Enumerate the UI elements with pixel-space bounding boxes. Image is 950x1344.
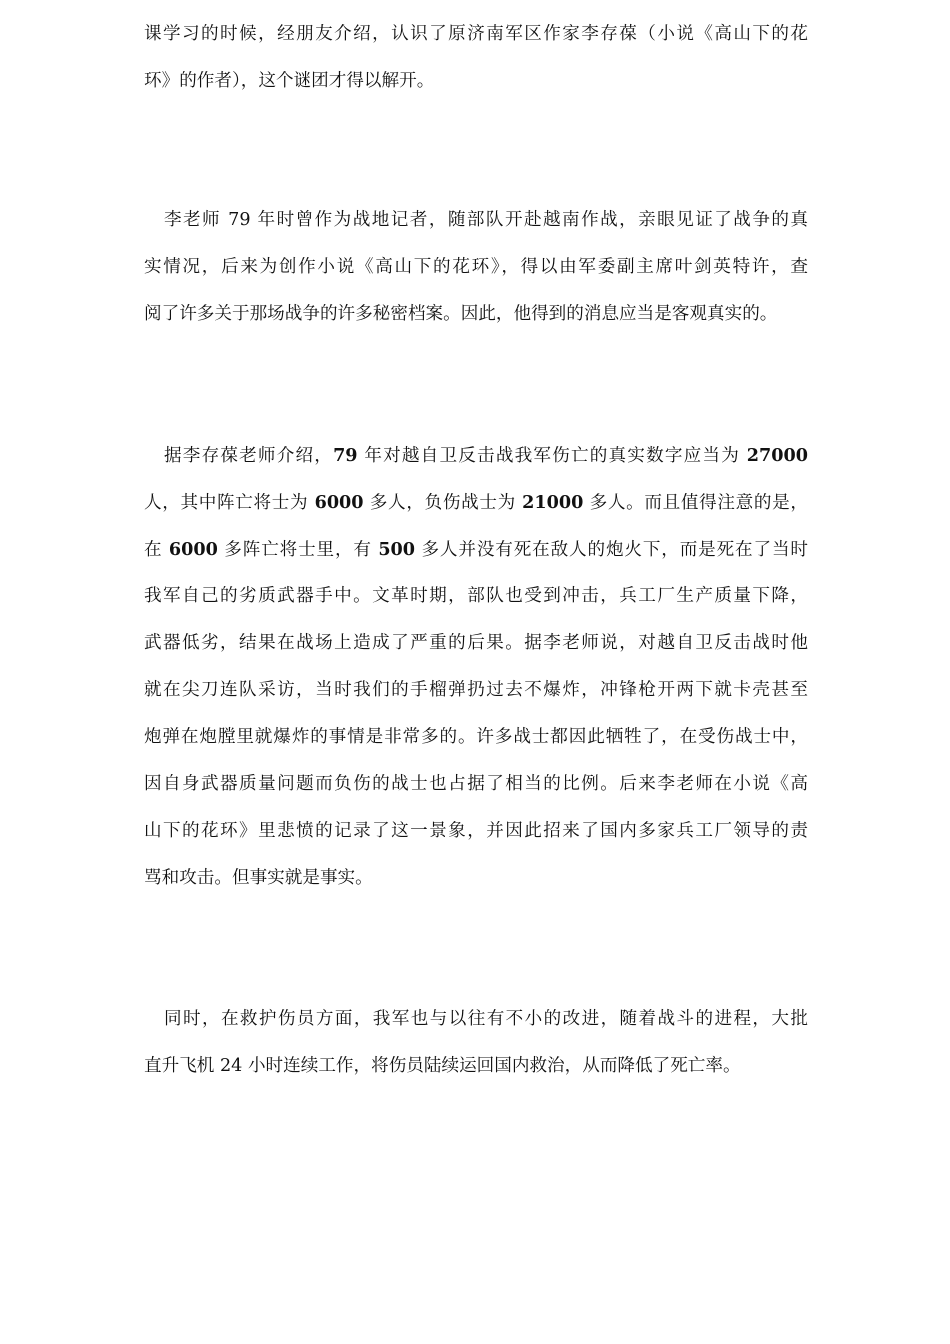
text-line — [144, 667, 808, 714]
text-run: 骂和攻击。但事实就是事实。 — [144, 868, 373, 888]
text-line — [144, 479, 808, 526]
paragraph-3 — [144, 432, 808, 902]
text-run: 多人，负伤战士为 — [363, 493, 523, 513]
text-run: 武器低劣，结果在战场上造成了严重的后果。据李老师说，对越自卫反击战时他 — [144, 633, 808, 653]
text-line — [144, 197, 808, 244]
text-line — [144, 432, 808, 479]
text-run: 同时，在救护伤员方面，我军也与以往有不小的改进，随着战斗的进程，大批 — [164, 1009, 808, 1029]
text-run: 实情况，后来为创作小说《高山下的花环》，得以由军委副主席叶剑英特许，查 — [144, 257, 808, 277]
text-run: 在 — [144, 540, 169, 560]
text-run: 据李存葆老师介绍， — [164, 446, 334, 466]
bold-number: 27000 — [746, 445, 808, 466]
paragraph-1 — [144, 11, 808, 105]
text-line — [144, 244, 808, 291]
text-run: 因自身武器质量问题而负伤的战士也占据了相当的比例。后来李老师在小说《高 — [144, 774, 808, 794]
text-run: 李老师 79 年时曾作为战地记者，随部队开赴越南作战，亲眼见证了战争的真 — [164, 210, 808, 230]
bold-number: 6000 — [168, 539, 218, 560]
text-run: 年对越自卫反击战我军伤亡的真实数字应当为 — [357, 446, 747, 466]
bold-number: 6000 — [314, 492, 364, 513]
text-line — [144, 620, 808, 667]
text-run: 阅了许多关于那场战争的许多秘密档案。因此，他得到的消息应当是客观真实的。 — [144, 304, 778, 324]
text-run: 多阵亡将士里，有 — [217, 540, 379, 560]
text-line — [144, 1043, 808, 1090]
text-run: 环》的作者），这个谜团才得以解开。 — [144, 71, 435, 91]
text-line — [144, 996, 808, 1043]
text-run: 我军自己的劣质武器手中。文革时期，部队也受到冲击，兵工厂生产质量下降， — [144, 586, 808, 606]
paragraph-2 — [144, 197, 808, 338]
text-line — [144, 573, 808, 620]
text-line — [144, 291, 808, 338]
text-run: 人，其中阵亡将士为 — [144, 493, 315, 513]
text-run: 多人并没有死在敌人的炮火下，而是死在了当时 — [415, 540, 808, 560]
paragraph-4 — [144, 996, 808, 1090]
text-line — [144, 526, 808, 573]
text-run: 就在尖刀连队采访，当时我们的手榴弹扔过去不爆炸，冲锋枪开两下就卡壳甚至 — [144, 680, 808, 700]
text-line — [144, 855, 808, 902]
bold-number: 500 — [378, 539, 416, 560]
text-run: 多人。而且值得注意的是， — [583, 493, 808, 513]
bold-number: 21000 — [522, 492, 584, 513]
text-line — [144, 714, 808, 761]
text-run: 炮弹在炮膛里就爆炸的事情是非常多的。许多战士都因此牺牲了，在受伤战士中， — [144, 727, 808, 747]
text-run: 课学习的时候，经朋友介绍，认识了原济南军区作家李存葆（小说《高山下的花 — [144, 24, 808, 44]
text-line — [144, 58, 808, 105]
text-line — [144, 761, 808, 808]
text-run: 直升飞机 24 小时连续工作，将伤员陆续运回国内救治，从而降低了死亡率。 — [144, 1056, 741, 1076]
text-run: 山下的花环》里悲愤的记录了这一景象，并因此招来了国内多家兵工厂领导的责 — [144, 821, 808, 841]
text-line — [144, 808, 808, 855]
text-line — [144, 11, 808, 58]
bold-number: 79 — [333, 445, 358, 466]
